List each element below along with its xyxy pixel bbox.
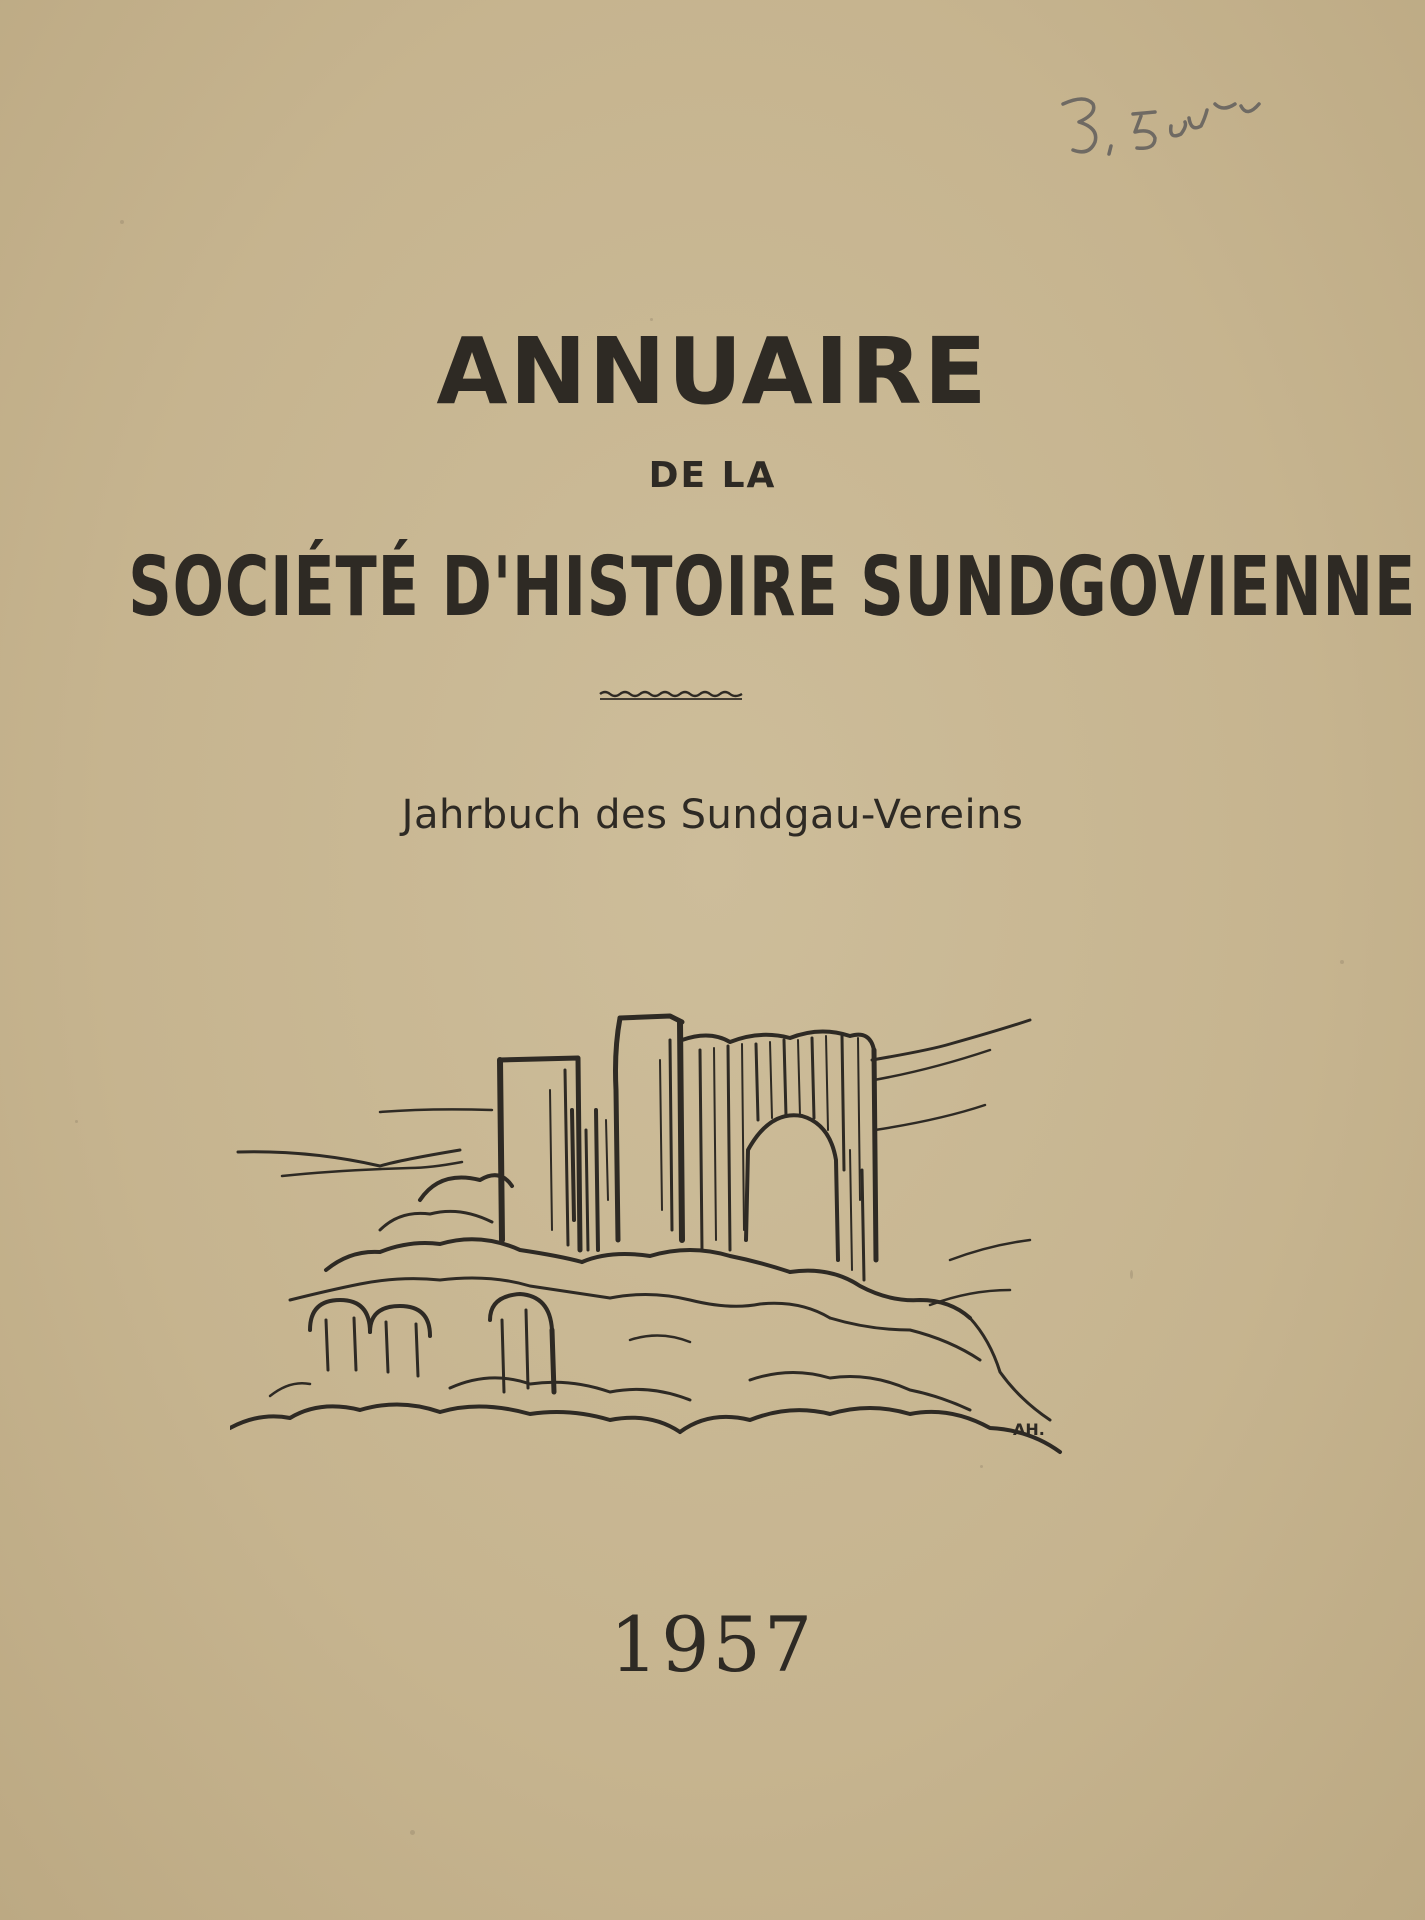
handwritten-price-note [1055,82,1275,172]
paper-speck [75,1120,78,1123]
subtitle-jahrbuch: Jahrbuch des Sundgau-Vereins [401,792,1024,838]
castle-ruin-drawing-icon [230,1000,1130,1460]
illustration-signature: AH. [1013,1420,1045,1439]
wavy-divider [598,688,744,702]
title-de-la: DE LA [648,455,777,496]
paper-speck [410,1830,415,1835]
paper-speck [1340,960,1344,964]
paper-speck [120,220,124,224]
title-society-name: SOCIÉTÉ D'HISTOIRE SUNDGOVIENNE [128,540,1417,635]
paper-speck [980,1465,983,1468]
paper-speck [1130,1270,1133,1279]
title-annuaire: ANNUAIRE [436,318,989,425]
publication-year: 1957 [609,1600,816,1689]
